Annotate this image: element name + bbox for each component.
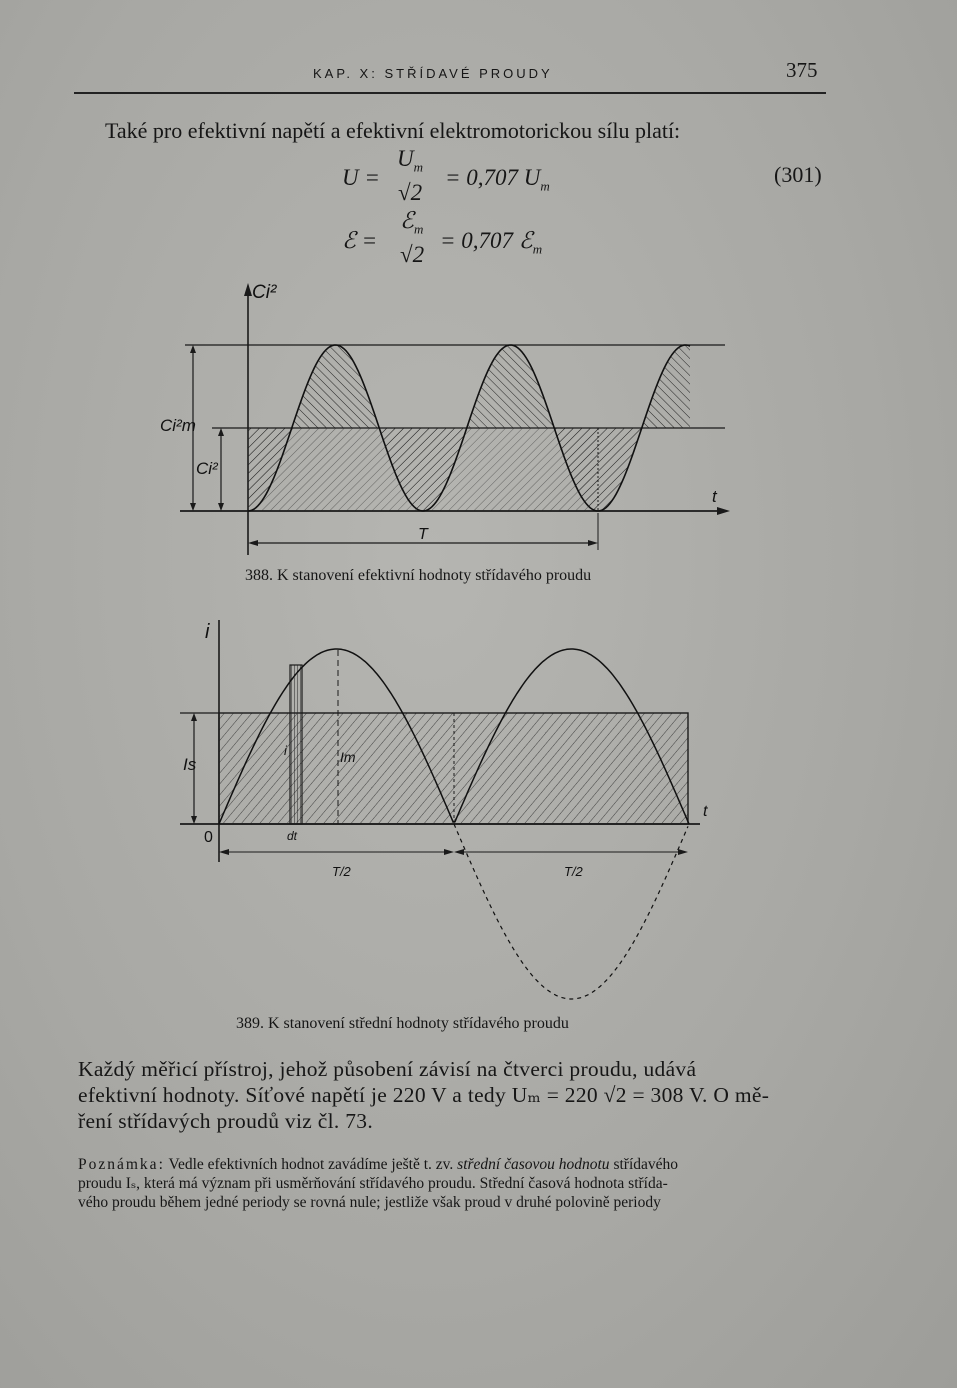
fig388-ci2-label: Ci²: [196, 459, 218, 478]
fig388-ci2-arrow-bottom: [218, 503, 224, 511]
fig389-is-arrow-bottom: [191, 816, 197, 824]
fig389-dt-strip: [290, 665, 302, 824]
fig389-half-dim-2-arrow-left: [454, 849, 464, 855]
intro-text: Také pro efektivní napětí a efektivní elektromotorickou sílu platí:: [105, 118, 681, 143]
eq1-num-sub: m: [413, 159, 424, 175]
running-head: KAP. X: STŘÍDAVÉ PROUDY: [313, 66, 553, 81]
fig388-x-label: t: [712, 487, 717, 506]
note-line-1: [78, 1155, 830, 1174]
paragraph-2: [78, 1056, 828, 1134]
eq2-lhs: ℰ =: [342, 228, 378, 253]
note-line-2: proudu Iₛ, která má význam při usměrňování střídavého proudu. Střední časová hodnota střída-: [78, 1175, 668, 1192]
eq1-rhs-sub: m: [540, 178, 550, 194]
paragraph-2-line-1: Každý měřicí přístroj, jehož působení závisí na čtverci proudu, udává: [78, 1057, 697, 1081]
eq2-num-sub: m: [413, 221, 424, 237]
eq2-denominator: √2: [400, 242, 425, 267]
fig389-y-label: i: [205, 621, 210, 643]
eq2-num-symbol: ℰ: [400, 208, 414, 233]
eq1-denominator: √2: [398, 180, 423, 205]
figure-389: [180, 620, 700, 999]
note-line-1-a: Vedle efektivních hodnot zavádíme ještě t. zv.: [168, 1156, 454, 1173]
fig388-cim2-arrow-bottom: [190, 503, 196, 511]
fig389-is-label: Is: [183, 755, 197, 774]
note-label: Poznámka:: [78, 1156, 165, 1173]
fig389-half-dim-1-arrow-right: [444, 849, 454, 855]
fig389-x-label: t: [703, 803, 708, 820]
fig388-cim2-arrow-top: [190, 345, 196, 353]
fig389-is-arrow-top: [191, 713, 197, 721]
figure-388-caption: 388. K stanovení efektivní hodnoty střídavého proudu: [245, 567, 592, 584]
note-line-1-c: střídavého: [613, 1156, 679, 1173]
fig388-x-arrow: [717, 507, 730, 515]
eq1-rhs-text: = 0,707 U: [445, 165, 541, 190]
fig388-y-label: Ci²: [252, 282, 277, 303]
fig388-ci2-arrow-top: [218, 428, 224, 436]
paragraph-2-line-3: ření střídavých proudů viz čl. 73.: [78, 1109, 374, 1133]
note: [78, 1155, 830, 1212]
fig389-half-dim-1-arrow-left: [219, 849, 229, 855]
fig388-y-arrow: [244, 283, 252, 296]
page-number: 375: [786, 58, 818, 82]
note-term: střední časovou hodnotu: [457, 1156, 610, 1173]
fig388-mean-rect: [248, 428, 598, 511]
fig389-zero-label: 0: [204, 829, 213, 846]
fig388-period-arrow-right: [588, 540, 598, 546]
eq2-rhs-text: = 0,707 ℰ: [440, 228, 533, 253]
fig388-period-label: T: [418, 526, 428, 543]
fig389-half-dim-2-arrow-right: [678, 849, 688, 855]
fig389-half-label-1: T/2: [332, 864, 351, 879]
fig388-cim2-label: Ci²m: [160, 416, 196, 435]
fig389-dt-label: dt: [287, 829, 298, 843]
fig389-im-label: Im: [340, 749, 356, 765]
eq1-num-symbol: U: [397, 146, 414, 171]
figure-388: [180, 283, 730, 555]
fig389-i-label: i: [284, 743, 287, 758]
fig389-sine-negative: [454, 824, 688, 999]
equation-number: (301): [774, 162, 822, 187]
paragraph-2-line-2: efektivní hodnoty. Síťové napětí je 220 V a tedy Uₘ = 220 √2 = 308 V. O mě-: [78, 1083, 770, 1107]
eq1-lhs: U =: [342, 165, 380, 190]
fig389-half-label-2: T/2: [564, 864, 583, 879]
fig388-period-arrow-left: [248, 540, 258, 546]
eq2-rhs-sub: m: [532, 241, 543, 257]
figure-389-caption: 389. K stanovení střední hodnoty střídavého proudu: [236, 1015, 569, 1032]
note-line-3: vého proudu během jedné periody se rovná nule; jestliže však proud v druhé polovině periody: [78, 1194, 661, 1211]
